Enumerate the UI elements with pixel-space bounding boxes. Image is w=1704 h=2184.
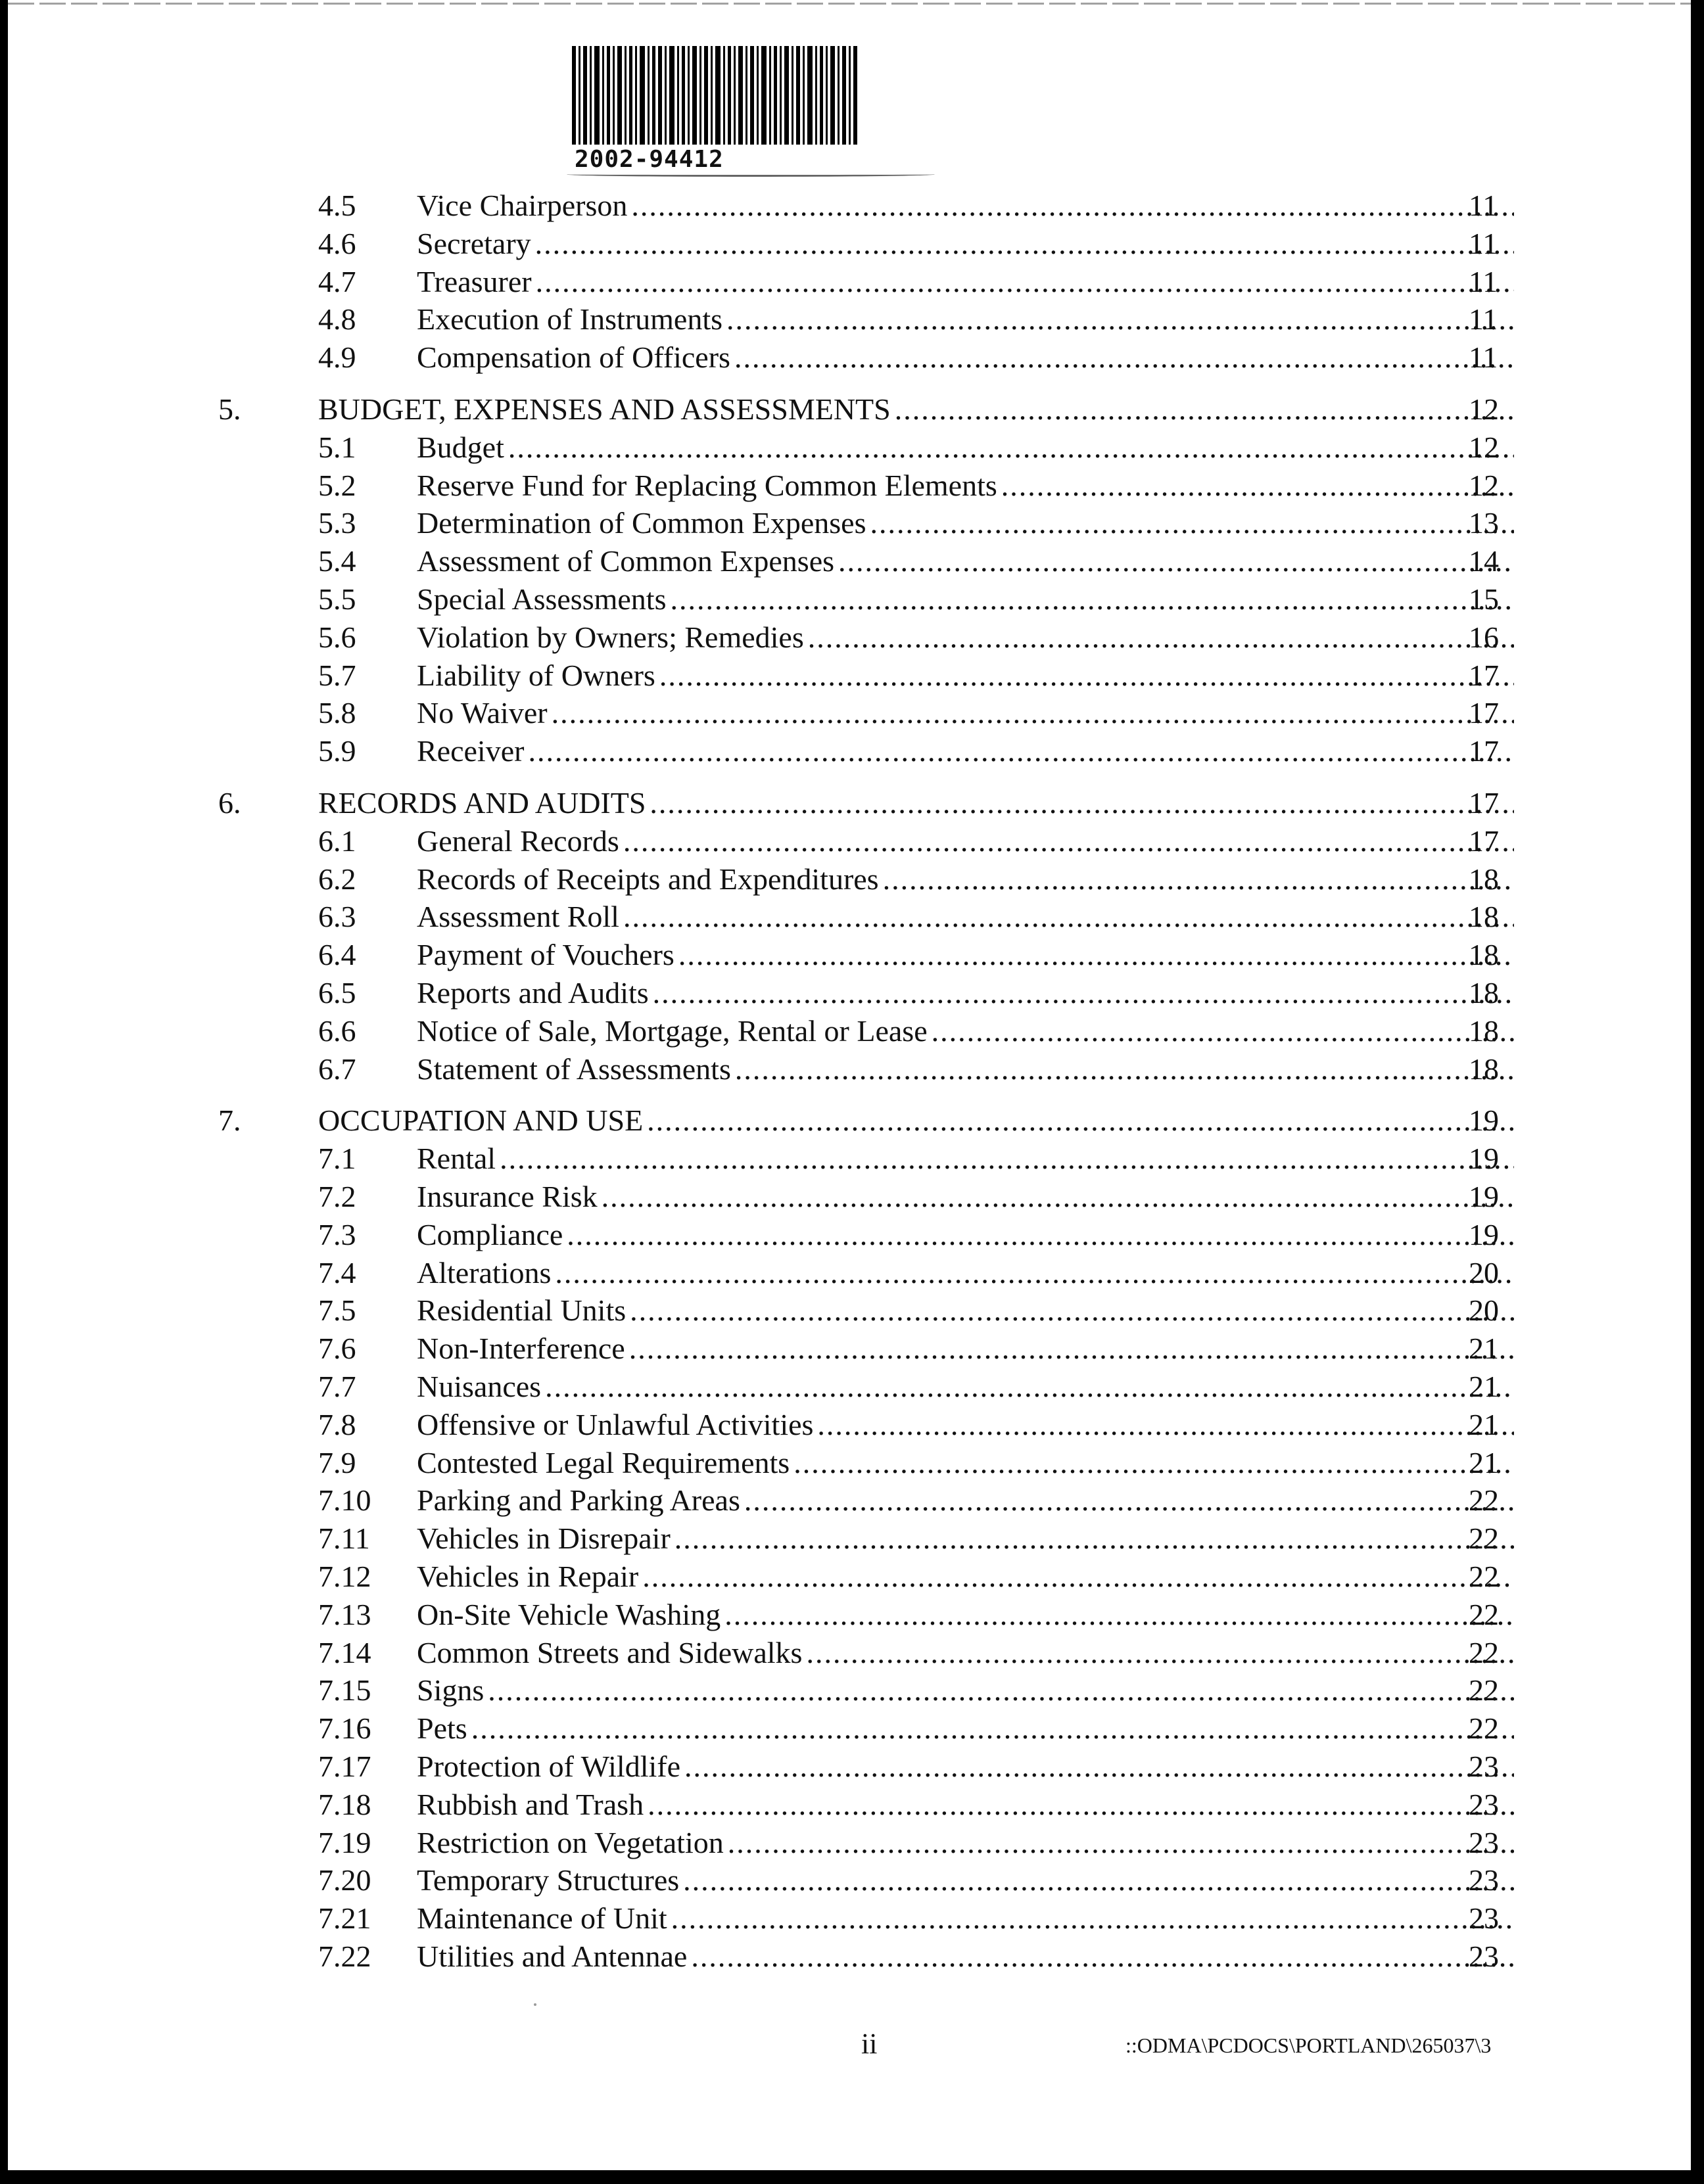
toc-entry-page: 18 <box>1469 1052 1499 1086</box>
toc-entry-number: 5.7 <box>318 658 356 692</box>
toc-entry-number: 7.9 <box>318 1445 356 1479</box>
toc-dot-leader <box>817 1406 1514 1444</box>
toc-entry-page: 22 <box>1469 1597 1499 1631</box>
toc-dot-leader <box>648 1786 1514 1824</box>
toc-entry-title: General Records <box>417 824 619 858</box>
toc-dot-leader <box>555 1254 1514 1292</box>
toc-entry-title-wrap <box>417 1291 1518 1330</box>
toc-dot-leader <box>642 1558 1514 1596</box>
toc-entry-row <box>8 732 1691 770</box>
toc-entry-page: 20 <box>1469 1293 1499 1328</box>
toc-entry-title-wrap <box>417 1050 1518 1088</box>
toc-entry-page: 12 <box>1469 430 1499 464</box>
toc-entry-number: 7.15 <box>318 1673 371 1708</box>
toc-entry-row <box>8 822 1691 860</box>
toc-entry-title: Assessment of Common Expenses <box>417 544 835 578</box>
toc-entry-title-wrap <box>417 187 1518 225</box>
toc-entry-page: 20 <box>1469 1255 1499 1289</box>
toc-entry-title: Protection of Wildlife <box>417 1750 680 1783</box>
toc-entry-page: 23 <box>1469 1787 1499 1821</box>
toc-entry-title-wrap <box>417 542 1518 580</box>
toc-entry-title-wrap <box>417 1786 1518 1824</box>
toc-dot-leader <box>744 1481 1514 1520</box>
toc-section-row <box>8 784 1691 822</box>
toc-entry-title: Budget <box>417 430 504 464</box>
toc-entry-title-wrap <box>417 1481 1518 1520</box>
toc-entry-title-wrap <box>417 300 1518 338</box>
toc-entry-title-wrap <box>417 618 1518 657</box>
toc-entry-page: 11 <box>1469 226 1498 260</box>
toc-entry-row <box>8 429 1691 467</box>
toc-entry-title-wrap <box>417 974 1518 1012</box>
toc-entry-title-wrap <box>417 1012 1518 1050</box>
toc-entry-page: 19 <box>1469 1142 1499 1176</box>
toc-entry-title-wrap <box>417 822 1518 860</box>
toc-entry-row <box>8 1444 1691 1482</box>
document-page <box>8 0 1691 2170</box>
toc-entry-page: 14 <box>1469 544 1499 578</box>
toc-entry-number: 7.8 <box>318 1407 356 1441</box>
toc-entry-row <box>8 1899 1691 1938</box>
toc-entry-title: Offensive or Unlawful Activities <box>417 1407 814 1441</box>
toc-entry-title: Vehicles in Repair <box>417 1560 639 1593</box>
toc-entry-title: Reports and Audits <box>417 976 649 1010</box>
toc-entry-number: 5.3 <box>318 506 356 540</box>
toc-entry-title-wrap <box>417 1596 1518 1634</box>
toc-dot-leader <box>793 1444 1514 1482</box>
toc-entry-page: 22 <box>1469 1522 1499 1556</box>
toc-entry-number: 7.22 <box>318 1940 371 1973</box>
toc-entry-row <box>8 1861 1691 1899</box>
toc-entry-title: Rubbish and Trash <box>417 1787 644 1821</box>
toc-entry-title: Rental <box>417 1142 496 1176</box>
toc-dot-leader <box>806 1634 1514 1672</box>
toc-entry-row <box>8 1938 1691 1976</box>
toc-entry-page: 11 <box>1469 340 1498 375</box>
toc-entry-row <box>8 1634 1691 1672</box>
toc-dot-leader <box>508 429 1514 467</box>
toc-entry-page: 12 <box>1469 392 1499 426</box>
toc-entry-page: 22 <box>1469 1711 1499 1746</box>
toc-dot-leader <box>631 187 1514 225</box>
toc-entry-page: 18 <box>1469 938 1499 972</box>
toc-entry-title-wrap <box>417 898 1518 936</box>
toc-entry-title: Execution of Instruments <box>417 302 723 337</box>
toc-entry-row <box>8 1050 1691 1088</box>
toc-entry-title-wrap <box>417 657 1518 695</box>
toc-entry-number: 7.21 <box>318 1901 371 1936</box>
toc-entry-row <box>8 1481 1691 1520</box>
toc-entry-number: 6.6 <box>318 1013 356 1048</box>
toc-entry-title: Liability of Owners <box>417 658 655 692</box>
toc-entry-number: 4.8 <box>318 302 356 337</box>
toc-entry-title-wrap <box>417 1709 1518 1748</box>
toc-entry-title: Utilities and Antennae <box>417 1940 688 1973</box>
toc-dot-leader <box>726 300 1514 338</box>
toc-dot-leader <box>629 1330 1514 1368</box>
toc-entry-row <box>8 1254 1691 1292</box>
toc-entry-number: 7.14 <box>318 1635 371 1669</box>
toc-entry-title: Temporary Structures <box>417 1863 680 1897</box>
toc-entry-title-wrap <box>417 1330 1518 1368</box>
toc-dot-leader <box>630 1291 1514 1330</box>
toc-entry-title-wrap <box>417 467 1518 505</box>
toc-entry-page: 22 <box>1469 1635 1499 1669</box>
toc-entry-title: Vehicles in Disrepair <box>417 1522 671 1556</box>
toc-dot-leader <box>684 1748 1514 1786</box>
toc-dot-leader <box>683 1861 1514 1899</box>
toc-entry-row <box>8 1178 1691 1216</box>
barcode <box>567 46 869 177</box>
barcode-number: 2002-94412 <box>575 146 724 173</box>
toc-entry-title-wrap <box>417 1748 1518 1786</box>
toc-entry-title: Vice Chairperson <box>417 189 628 222</box>
toc-entry-page: 17 <box>1469 824 1499 858</box>
toc-entry-title: Contested Legal Requirements <box>417 1445 790 1479</box>
toc-entry-page: 18 <box>1469 1013 1499 1048</box>
toc-entry-page: 22 <box>1469 1560 1499 1593</box>
toc-entry-row <box>8 1140 1691 1178</box>
toc-entry-title-wrap <box>318 784 1518 822</box>
toc-entry-number: 7.2 <box>318 1180 356 1213</box>
toc-entry-title-wrap <box>417 1444 1518 1482</box>
toc-entry-row <box>8 1330 1691 1368</box>
toc-dot-leader <box>650 784 1514 822</box>
toc-entry-title-wrap <box>417 1520 1518 1558</box>
toc-entry-page: 17 <box>1469 786 1499 820</box>
toc-section-row <box>8 1102 1691 1140</box>
toc-entry-number: 4.6 <box>318 226 356 260</box>
toc-entry-title-wrap <box>417 504 1518 542</box>
toc-entry-page: 19 <box>1469 1217 1499 1251</box>
toc-entry-row <box>8 1786 1691 1824</box>
toc-entry-row <box>8 580 1691 618</box>
toc-entry-title-wrap <box>417 1216 1518 1254</box>
toc-entry-number: 7.16 <box>318 1711 371 1746</box>
toc-entry-row <box>8 542 1691 580</box>
toc-entry-number: 6.2 <box>318 862 356 896</box>
toc-entry-number: 6. <box>218 786 241 820</box>
toc-entry-title: RECORDS AND AUDITS <box>318 786 646 820</box>
toc-entry-row <box>8 974 1691 1012</box>
toc-entry-number: 7.20 <box>318 1863 371 1897</box>
toc-entry-number: 6.4 <box>318 938 356 972</box>
toc-entry-number: 5.1 <box>318 430 356 464</box>
toc-entry-number: 4.7 <box>318 264 356 298</box>
toc-entry-title-wrap <box>417 1558 1518 1596</box>
toc-entry-page: 23 <box>1469 1825 1499 1859</box>
toc-entry-title: Alterations <box>417 1255 552 1289</box>
toc-entry-title: Notice of Sale, Mortgage, Rental or Lease <box>417 1013 928 1048</box>
toc-dot-leader <box>659 657 1514 695</box>
barcode-underline <box>567 172 935 177</box>
toc-entry-row <box>8 1671 1691 1709</box>
toc-dot-leader <box>670 580 1514 618</box>
toc-entry-title: BUDGET, EXPENSES AND ASSESSMENTS <box>318 392 891 426</box>
toc-entry-title: Assessment Roll <box>417 900 619 934</box>
toc-entry-page: 23 <box>1469 1750 1499 1783</box>
toc-entry-row <box>8 467 1691 505</box>
toc-dot-leader <box>728 1824 1514 1862</box>
toc-entry-title-wrap <box>417 1178 1518 1216</box>
toc-entry-title-wrap <box>417 1671 1518 1709</box>
toc-entry-title: Compensation of Officers <box>417 340 730 375</box>
toc-entry-row <box>8 1558 1691 1596</box>
toc-entry-page: 22 <box>1469 1483 1499 1518</box>
toc-entry-row <box>8 898 1691 936</box>
toc-entry-row <box>8 504 1691 542</box>
toc-entry-title: Determination of Common Expenses <box>417 506 866 540</box>
toc-dot-leader <box>932 1012 1514 1050</box>
footer-document-path: ::ODMA\PCDOCS\PORTLAND\265037\3 <box>1125 2033 1492 2057</box>
toc-entry-title: Payment of Vouchers <box>417 938 674 972</box>
toc-entry-row <box>8 187 1691 225</box>
toc-entry-title: No Waiver <box>417 696 548 730</box>
toc-entry-row <box>8 1368 1691 1406</box>
toc-entry-page: 22 <box>1469 1673 1499 1708</box>
toc-entry-page: 21 <box>1469 1445 1499 1479</box>
toc-dot-leader <box>870 504 1515 542</box>
toc-entry-page: 23 <box>1469 1863 1499 1897</box>
toc-dot-leader <box>623 898 1514 936</box>
toc-entry-title: Nuisances <box>417 1370 542 1403</box>
toc-entry-number: 7.6 <box>318 1332 356 1366</box>
toc-entry-page: 17 <box>1469 696 1499 730</box>
toc-entry-title: Parking and Parking Areas <box>417 1483 740 1518</box>
toc-entry-page: 11 <box>1469 189 1498 222</box>
toc-entry-title: Residential Units <box>417 1293 627 1328</box>
toc-entry-page: 21 <box>1469 1407 1499 1441</box>
toc-entry-title: Secretary <box>417 226 531 260</box>
toc-entry-number: 7.12 <box>318 1560 371 1593</box>
toc-entry-title-wrap <box>318 1102 1518 1140</box>
toc-entry-title-wrap <box>318 390 1518 429</box>
toc-entry-title: Statement of Assessments <box>417 1052 731 1086</box>
toc-entry-row <box>8 1216 1691 1254</box>
toc-dot-leader <box>735 1050 1514 1088</box>
toc-entry-number: 6.5 <box>318 976 356 1010</box>
toc-dot-leader <box>535 225 1514 263</box>
toc-entry-title: Violation by Owners; Remedies <box>417 620 804 654</box>
toc-entry-title-wrap <box>417 1406 1518 1444</box>
toc-entry-number: 5.5 <box>318 582 356 616</box>
toc-entry-row <box>8 300 1691 338</box>
toc-entry-row <box>8 263 1691 301</box>
toc-entry-number: 6.7 <box>318 1052 356 1086</box>
toc-dot-leader <box>545 1368 1514 1406</box>
toc-entry-title: Compliance <box>417 1217 563 1251</box>
toc-entry-page: 16 <box>1469 620 1499 654</box>
toc-dot-leader <box>734 338 1514 377</box>
toc-entry-title: Receiver <box>417 734 525 768</box>
toc-entry-number: 5.6 <box>318 620 356 654</box>
scan-edge-line <box>8 3 1691 5</box>
toc-entry-number: 7.4 <box>318 1255 356 1289</box>
toc-entry-title: Maintenance of Unit <box>417 1901 667 1936</box>
toc-entry-row <box>8 225 1691 263</box>
toc-entry-number: 4.5 <box>318 189 356 222</box>
toc-entry-number: 5.2 <box>318 468 356 502</box>
toc-entry-row <box>8 1012 1691 1050</box>
toc-entry-title: On-Site Vehicle Washing <box>417 1597 721 1631</box>
toc-entry-title-wrap <box>417 860 1518 898</box>
toc-entry-page: 23 <box>1469 1901 1499 1936</box>
toc-entry-title: OCCUPATION AND USE <box>318 1104 644 1138</box>
toc-entry-row <box>8 1291 1691 1330</box>
toc-dot-leader <box>674 1520 1514 1558</box>
toc-dot-leader <box>653 974 1514 1012</box>
toc-entry-number: 5.8 <box>318 696 356 730</box>
toc-dot-leader <box>623 822 1514 860</box>
toc-entry-title-wrap <box>417 429 1518 467</box>
toc-entry-row <box>8 657 1691 695</box>
toc-entry-title-wrap <box>417 1368 1518 1406</box>
barcode-bars <box>572 46 861 145</box>
toc-entry-title-wrap <box>417 1634 1518 1672</box>
toc-entry-title-wrap <box>417 338 1518 377</box>
toc-entry-title-wrap <box>417 694 1518 732</box>
toc-dot-leader <box>671 1899 1514 1938</box>
toc-entry-page: 19 <box>1469 1180 1499 1213</box>
toc-entry-number: 5.9 <box>318 734 356 768</box>
toc-entry-number: 7.13 <box>318 1597 371 1631</box>
toc-dot-leader <box>724 1596 1514 1634</box>
footer-page-number: ii <box>861 2028 878 2060</box>
toc-entry-page: 18 <box>1469 900 1499 934</box>
toc-dot-leader <box>1001 467 1514 505</box>
toc-entry-number: 5.4 <box>318 544 356 578</box>
toc-entry-title: Signs <box>417 1673 485 1708</box>
toc-dot-leader <box>678 936 1514 974</box>
toc-entry-title: Insurance Risk <box>417 1180 598 1213</box>
toc-entry-page: 18 <box>1469 862 1499 896</box>
toc-entry-row <box>8 338 1691 377</box>
toc-entry-row <box>8 936 1691 974</box>
toc-entry-row <box>8 1824 1691 1862</box>
toc-entry-title-wrap <box>417 936 1518 974</box>
toc-entry-page: 11 <box>1469 302 1498 337</box>
toc-entry-row <box>8 1596 1691 1634</box>
toc-entry-number: 7.18 <box>318 1787 371 1821</box>
toc-entry-page: 17 <box>1469 734 1499 768</box>
toc-entry-page: 12 <box>1469 468 1499 502</box>
toc-entry-title: Special Assessments <box>417 582 667 616</box>
toc-entry-page: 11 <box>1469 264 1498 298</box>
toc-entry-title: Pets <box>417 1711 467 1746</box>
scan-speck <box>534 2003 536 2006</box>
toc-entry-title-wrap <box>417 225 1518 263</box>
toc-dot-leader <box>471 1709 1514 1748</box>
toc-entry-title: Common Streets and Sidewalks <box>417 1635 803 1669</box>
toc-entry-row <box>8 860 1691 898</box>
toc-entry-row <box>8 618 1691 657</box>
toc-entry-page: 23 <box>1469 1940 1499 1973</box>
toc-dot-leader <box>602 1178 1514 1216</box>
toc-dot-leader <box>567 1216 1514 1254</box>
toc-entry-title-wrap <box>417 1254 1518 1292</box>
toc-entry-title-wrap <box>417 580 1518 618</box>
toc-entry-page: 18 <box>1469 976 1499 1010</box>
toc-dot-leader <box>647 1102 1514 1140</box>
toc-entry-row <box>8 1748 1691 1786</box>
toc-entry-number: 7.1 <box>318 1142 356 1176</box>
toc-entry-number: 5. <box>218 392 241 426</box>
toc-entry-title: Records of Receipts and Expenditures <box>417 862 879 896</box>
toc-dot-leader <box>500 1140 1514 1178</box>
toc-entry-page: 13 <box>1469 506 1499 540</box>
toc-entry-title-wrap <box>417 1140 1518 1178</box>
toc-entry-number: 7.11 <box>318 1522 370 1556</box>
toc-entry-number: 6.1 <box>318 824 356 858</box>
toc-entry-row <box>8 1709 1691 1748</box>
toc-entry-title-wrap <box>417 732 1518 770</box>
toc-dot-leader <box>808 618 1514 657</box>
toc-entry-number: 6.3 <box>318 900 356 934</box>
toc-dot-leader <box>528 732 1514 770</box>
toc-entry-title-wrap <box>417 1938 1518 1976</box>
toc-dot-leader <box>552 694 1514 732</box>
toc-entry-number: 4.9 <box>318 340 356 375</box>
toc-entry-number: 7. <box>218 1104 241 1138</box>
toc-entry-row <box>8 694 1691 732</box>
toc-entry-title: Restriction on Vegetation <box>417 1825 724 1859</box>
toc-entry-row <box>8 1520 1691 1558</box>
toc-entry-title-wrap <box>417 1899 1518 1938</box>
toc-entry-page: 19 <box>1469 1104 1499 1138</box>
toc-dot-leader <box>536 263 1514 301</box>
toc-entry-number: 7.17 <box>318 1750 371 1783</box>
toc-entry-page: 21 <box>1469 1370 1499 1403</box>
toc-entry-number: 7.3 <box>318 1217 356 1251</box>
toc-entry-title-wrap <box>417 1861 1518 1899</box>
toc-entry-title: Non-Interference <box>417 1332 625 1366</box>
toc-dot-leader <box>691 1938 1514 1976</box>
toc-dot-leader <box>838 542 1514 580</box>
toc-section-row <box>8 390 1691 429</box>
toc-entry-title-wrap <box>417 263 1518 301</box>
toc-entry-number: 7.5 <box>318 1293 356 1328</box>
toc-entry-title-wrap <box>417 1824 1518 1862</box>
toc-entry-page: 15 <box>1469 582 1499 616</box>
toc-entry-page: 17 <box>1469 658 1499 692</box>
toc-entry-title: Treasurer <box>417 264 532 298</box>
toc-dot-leader <box>488 1671 1514 1709</box>
toc-dot-leader <box>895 390 1514 429</box>
toc-entry-page: 21 <box>1469 1332 1499 1366</box>
toc-entry-row <box>8 1406 1691 1444</box>
toc-entry-number: 7.10 <box>318 1483 371 1518</box>
toc-entry-number: 7.19 <box>318 1825 371 1859</box>
toc-entry-number: 7.7 <box>318 1370 356 1403</box>
toc-entry-title: Reserve Fund for Replacing Common Elements <box>417 468 997 502</box>
toc-dot-leader <box>883 860 1514 898</box>
